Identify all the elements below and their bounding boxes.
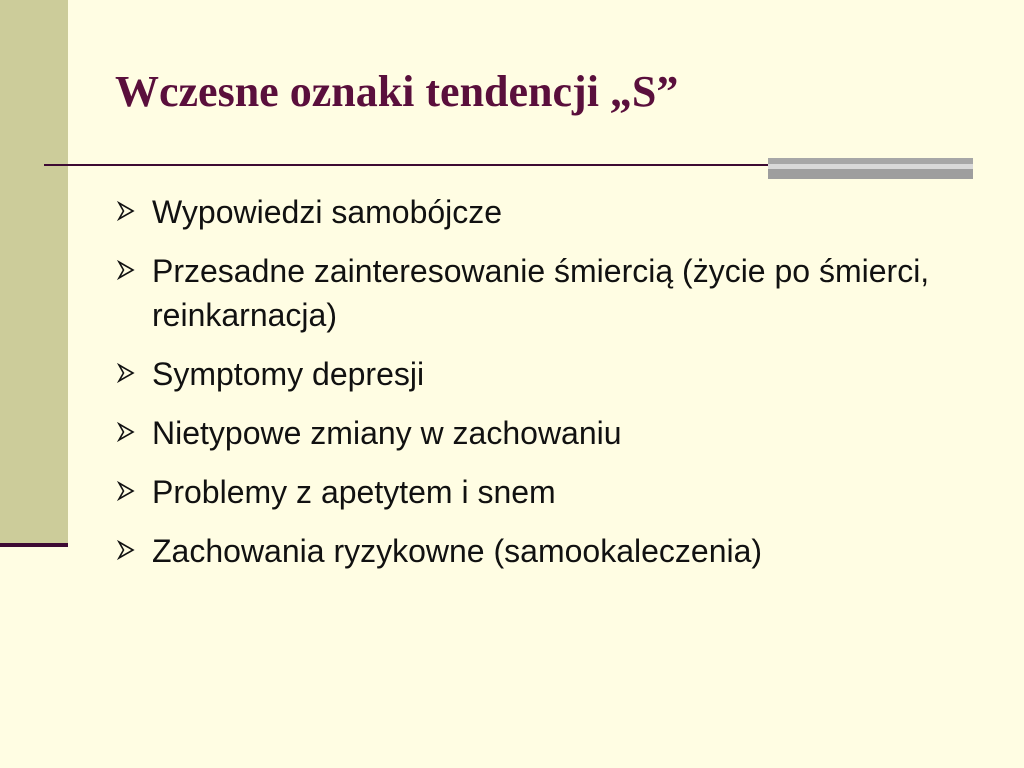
arrowhead-bullet-icon <box>115 200 137 222</box>
arrowhead-bullet-icon <box>115 362 137 384</box>
bullet-text: Symptomy depresji <box>152 356 425 392</box>
left-accent-underline <box>0 543 68 547</box>
bullet-list <box>115 190 945 588</box>
bullet-item <box>115 352 945 396</box>
title-accent-bar <box>768 158 973 179</box>
bullet-text: Zachowania ryzykowne (samookaleczenia) <box>152 533 763 569</box>
left-accent-band <box>0 0 68 545</box>
arrowhead-bullet-icon <box>115 539 137 561</box>
bullet-text: Przesadne zainteresowanie śmiercią (życie po śmierci, reinkarnacja) <box>152 253 930 333</box>
bullet-text: Nietypowe zmiany w zachowaniu <box>152 415 622 451</box>
bullet-item <box>115 529 945 573</box>
bullet-item <box>115 249 945 337</box>
arrowhead-bullet-icon <box>115 259 137 281</box>
bullet-item <box>115 411 945 455</box>
slide-title: Wczesne oznaki tendencji „S” <box>115 67 679 116</box>
bullet-item <box>115 470 945 514</box>
bullet-item <box>115 190 945 234</box>
title-divider <box>44 164 770 166</box>
bullet-text: Problemy z apetytem i snem <box>152 474 556 510</box>
bullet-text: Wypowiedzi samobójcze <box>152 194 503 230</box>
arrowhead-bullet-icon <box>115 421 137 443</box>
arrowhead-bullet-icon <box>115 480 137 502</box>
